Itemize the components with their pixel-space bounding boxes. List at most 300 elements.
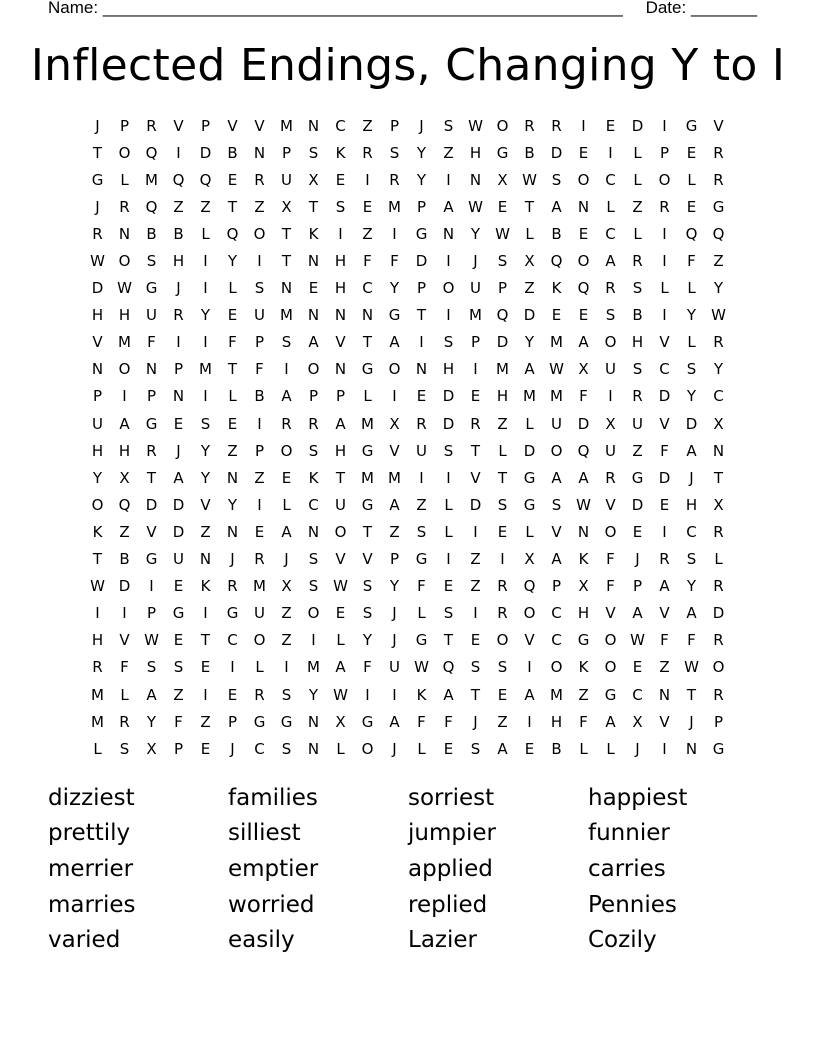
- grid-letter: W: [90, 577, 105, 596]
- grid-letter: U: [605, 360, 616, 379]
- grid-letter: U: [173, 550, 184, 569]
- grid-letter: E: [173, 414, 184, 433]
- grid-letter: V: [659, 333, 670, 352]
- grid-letter: T: [470, 685, 481, 704]
- grid-letter: O: [496, 631, 509, 650]
- grid-letter: Z: [362, 224, 373, 243]
- grid-letter: V: [173, 116, 184, 135]
- grid-letter: S: [470, 739, 481, 758]
- grid-letter: F: [228, 333, 237, 352]
- grid-letter: I: [500, 550, 505, 569]
- grid-letter: A: [389, 495, 400, 514]
- grid-letter: N: [307, 306, 320, 325]
- grid-letter: E: [173, 577, 184, 596]
- grid-letter: A: [686, 604, 697, 623]
- grid-letter: W: [495, 224, 510, 243]
- grid-letter: E: [362, 197, 373, 216]
- grid-letter: A: [173, 468, 184, 487]
- grid-letter: R: [146, 441, 157, 460]
- grid-letter: R: [173, 306, 184, 325]
- grid-letter: A: [605, 252, 616, 271]
- grid-letter: S: [119, 739, 130, 758]
- grid-letter: Y: [470, 224, 481, 243]
- grid-letter: F: [660, 441, 669, 460]
- grid-letter: T: [497, 468, 508, 487]
- grid-letter: T: [281, 252, 292, 271]
- grid-letter: I: [149, 577, 154, 596]
- grid-letter: I: [203, 387, 208, 406]
- grid-letter: W: [144, 631, 159, 650]
- grid-letter: G: [361, 360, 374, 379]
- grid-letter: G: [91, 170, 104, 189]
- grid-letter: N: [226, 468, 239, 487]
- grid-letter: D: [712, 604, 725, 623]
- page-title: Inflected Endings, Changing Y to I: [30, 40, 786, 91]
- grid-letter: V: [335, 550, 346, 569]
- grid-letter: F: [363, 658, 372, 677]
- grid-letter: C: [335, 116, 346, 135]
- grid-letter: V: [119, 631, 130, 650]
- grid-letter: F: [120, 658, 129, 677]
- grid-letter: S: [443, 116, 454, 135]
- grid-letter: T: [362, 522, 373, 541]
- grid-row: [84, 518, 732, 545]
- grid-letter: S: [497, 495, 508, 514]
- grid-letter: M: [145, 170, 158, 189]
- grid-letter: A: [281, 387, 292, 406]
- grid-letter: I: [446, 170, 451, 189]
- grid-letter: F: [390, 252, 399, 271]
- grid-row: [84, 193, 732, 220]
- grid-letter: Q: [685, 224, 698, 243]
- grid-letter: I: [203, 604, 208, 623]
- grid-letter: Z: [281, 604, 292, 623]
- grid-letter: V: [92, 333, 103, 352]
- grid-letter: N: [172, 387, 185, 406]
- grid-letter: K: [308, 224, 319, 243]
- grid-letter: E: [443, 577, 454, 596]
- grid-letter: C: [254, 739, 265, 758]
- grid-letter: J: [95, 116, 100, 135]
- grid-letter: Q: [523, 577, 536, 596]
- grid-letter: T: [227, 197, 238, 216]
- grid-letter: W: [468, 197, 483, 216]
- grid-letter: T: [227, 360, 238, 379]
- grid-letter: N: [118, 224, 131, 243]
- grid-letter: L: [120, 170, 129, 189]
- grid-letter: J: [392, 631, 397, 650]
- grid-letter: Q: [199, 170, 212, 189]
- grid-letter: A: [389, 333, 400, 352]
- grid-letter: Z: [713, 252, 724, 271]
- grid-letter: J: [689, 712, 694, 731]
- grid-letter: P: [281, 143, 292, 162]
- word-item: funnier: [588, 820, 670, 847]
- grid-letter: Y: [362, 631, 373, 650]
- grid-letter: B: [632, 306, 643, 325]
- grid-letter: A: [308, 333, 319, 352]
- grid-letter: Y: [686, 577, 697, 596]
- grid-letter: Z: [200, 197, 211, 216]
- word-row: [48, 780, 788, 816]
- grid-letter: U: [605, 441, 616, 460]
- grid-letter: A: [146, 685, 157, 704]
- grid-letter: Q: [172, 170, 185, 189]
- grid-letter: J: [176, 441, 181, 460]
- grid-letter: I: [527, 712, 532, 731]
- grid-letter: Y: [686, 306, 697, 325]
- grid-letter: P: [227, 712, 238, 731]
- grid-letter: E: [578, 224, 589, 243]
- grid-letter: J: [95, 197, 100, 216]
- grid-letter: H: [172, 252, 185, 271]
- word-item: Pennies: [588, 891, 677, 918]
- grid-letter: M: [253, 577, 266, 596]
- word-item: merrier: [48, 855, 134, 882]
- grid-letter: E: [335, 170, 346, 189]
- grid-letter: S: [443, 604, 454, 623]
- grid-letter: N: [577, 197, 590, 216]
- grid-letter: L: [228, 279, 237, 298]
- grid-letter: E: [227, 414, 238, 433]
- grid-letter: D: [469, 495, 482, 514]
- grid-letter: C: [551, 631, 562, 650]
- grid-letter: Y: [416, 170, 427, 189]
- grid-letter: A: [281, 522, 292, 541]
- grid-row: [84, 600, 732, 627]
- word-item: easily: [228, 927, 295, 954]
- grid-letter: X: [578, 360, 589, 379]
- word-row: [48, 816, 788, 852]
- grid-letter: C: [551, 604, 562, 623]
- grid-letter: F: [147, 333, 156, 352]
- word-row: [48, 887, 788, 923]
- grid-letter: N: [199, 550, 212, 569]
- grid-letter: I: [473, 522, 478, 541]
- grid-row: [84, 166, 732, 193]
- grid-letter: J: [176, 279, 181, 298]
- grid-letter: A: [605, 712, 616, 731]
- grid-letter: L: [336, 631, 345, 650]
- grid-letter: D: [91, 279, 104, 298]
- grid-letter: P: [713, 712, 724, 731]
- grid-letter: F: [606, 577, 615, 596]
- grid-letter: Y: [200, 306, 211, 325]
- grid-letter: J: [392, 604, 397, 623]
- grid-letter: H: [118, 441, 131, 460]
- grid-letter: H: [631, 333, 644, 352]
- grid-letter: V: [713, 116, 724, 135]
- grid-letter: X: [281, 577, 292, 596]
- grid-letter: S: [281, 333, 292, 352]
- grid-letter: L: [525, 224, 534, 243]
- grid-letter: A: [443, 197, 454, 216]
- word-search-grid: [84, 112, 732, 762]
- grid-letter: V: [659, 712, 670, 731]
- grid-letter: U: [254, 604, 265, 623]
- grid-letter: G: [415, 224, 428, 243]
- grid-letter: N: [307, 522, 320, 541]
- grid-letter: I: [122, 387, 127, 406]
- word-item: dizziest: [48, 784, 135, 811]
- grid-letter: S: [173, 658, 184, 677]
- grid-letter: H: [469, 143, 482, 162]
- grid-row: [84, 302, 732, 329]
- grid-letter: A: [578, 468, 589, 487]
- grid-letter: A: [551, 550, 562, 569]
- grid-letter: Q: [496, 306, 509, 325]
- grid-letter: F: [417, 577, 426, 596]
- grid-letter: N: [442, 224, 455, 243]
- grid-letter: I: [662, 252, 667, 271]
- grid-letter: J: [284, 550, 289, 569]
- grid-letter: E: [686, 143, 697, 162]
- word-item: silliest: [228, 820, 301, 847]
- grid-letter: Y: [146, 712, 157, 731]
- grid-letter: L: [606, 739, 615, 758]
- grid-letter: N: [469, 170, 482, 189]
- grid-letter: N: [334, 360, 347, 379]
- grid-letter: D: [442, 414, 455, 433]
- grid-row: [84, 464, 732, 491]
- grid-letter: X: [335, 712, 346, 731]
- grid-letter: S: [146, 252, 157, 271]
- grid-letter: M: [523, 387, 536, 406]
- grid-letter: G: [496, 143, 509, 162]
- grid-letter: Z: [632, 441, 643, 460]
- word-item: Cozily: [588, 927, 657, 954]
- grid-letter: R: [227, 577, 238, 596]
- grid-letter: Z: [578, 685, 589, 704]
- grid-letter: H: [442, 360, 455, 379]
- grid-letter: N: [145, 360, 158, 379]
- grid-letter: M: [550, 685, 563, 704]
- grid-letter: H: [91, 306, 104, 325]
- grid-letter: V: [227, 116, 238, 135]
- grid-letter: I: [446, 468, 451, 487]
- grid-letter: I: [203, 279, 208, 298]
- grid-letter: I: [662, 116, 667, 135]
- grid-letter: C: [659, 360, 670, 379]
- grid-letter: S: [281, 739, 292, 758]
- grid-letter: H: [334, 279, 347, 298]
- grid-letter: E: [227, 685, 238, 704]
- grid-letter: M: [361, 468, 374, 487]
- grid-letter: S: [605, 306, 616, 325]
- grid-letter: L: [660, 279, 669, 298]
- grid-letter: Y: [524, 333, 535, 352]
- grid-letter: Z: [497, 712, 508, 731]
- grid-letter: Z: [362, 116, 373, 135]
- grid-letter: R: [389, 170, 400, 189]
- grid-letter: T: [416, 306, 427, 325]
- grid-letter: G: [361, 712, 374, 731]
- grid-letter: M: [91, 685, 104, 704]
- grid-letter: N: [253, 143, 266, 162]
- grid-letter: O: [118, 360, 131, 379]
- grid-row: [84, 437, 732, 464]
- grid-letter: I: [419, 468, 424, 487]
- grid-letter: Z: [389, 522, 400, 541]
- grid-letter: Q: [577, 441, 590, 460]
- grid-letter: E: [308, 279, 319, 298]
- grid-letter: Z: [659, 658, 670, 677]
- grid-letter: K: [416, 685, 427, 704]
- grid-letter: N: [415, 360, 428, 379]
- grid-letter: P: [119, 116, 130, 135]
- grid-letter: E: [470, 387, 481, 406]
- grid-letter: J: [473, 252, 478, 271]
- grid-letter: S: [335, 197, 346, 216]
- grid-letter: L: [606, 197, 615, 216]
- grid-letter: D: [442, 387, 455, 406]
- grid-letter: U: [551, 414, 562, 433]
- grid-letter: M: [91, 712, 104, 731]
- word-item: prettily: [48, 820, 131, 847]
- grid-letter: H: [91, 631, 104, 650]
- grid-row: [84, 220, 732, 247]
- grid-letter: R: [470, 414, 481, 433]
- grid-letter: W: [576, 495, 591, 514]
- grid-row: [84, 383, 732, 410]
- grid-letter: I: [95, 604, 100, 623]
- grid-letter: Z: [524, 279, 535, 298]
- grid-letter: W: [117, 279, 132, 298]
- grid-letter: M: [307, 658, 320, 677]
- grid-letter: P: [146, 387, 157, 406]
- grid-letter: Y: [92, 468, 103, 487]
- grid-letter: A: [551, 468, 562, 487]
- grid-letter: J: [635, 550, 640, 569]
- grid-letter: Y: [686, 387, 697, 406]
- grid-letter: G: [172, 604, 185, 623]
- grid-letter: G: [253, 712, 266, 731]
- grid-letter: R: [497, 577, 508, 596]
- word-row: [48, 851, 788, 887]
- grid-letter: Z: [470, 550, 481, 569]
- grid-letter: R: [524, 116, 535, 135]
- grid-letter: K: [551, 279, 562, 298]
- grid-letter: O: [388, 360, 401, 379]
- grid-letter: O: [334, 522, 347, 541]
- name-date-line: [48, 0, 757, 18]
- grid-letter: G: [523, 468, 536, 487]
- grid-letter: S: [416, 522, 427, 541]
- grid-letter: I: [392, 685, 397, 704]
- grid-letter: O: [253, 631, 266, 650]
- grid-letter: N: [658, 685, 671, 704]
- grid-letter: W: [414, 658, 429, 677]
- grid-letter: J: [230, 739, 235, 758]
- grid-letter: J: [473, 712, 478, 731]
- grid-letter: L: [687, 279, 696, 298]
- grid-letter: C: [308, 495, 319, 514]
- grid-letter: D: [199, 143, 212, 162]
- grid-letter: S: [362, 577, 373, 596]
- grid-letter: H: [496, 387, 509, 406]
- grid-letter: M: [550, 333, 563, 352]
- grid-letter: E: [335, 604, 346, 623]
- grid-letter: M: [199, 360, 212, 379]
- grid-letter: N: [280, 279, 293, 298]
- grid-letter: X: [497, 170, 508, 189]
- grid-letter: T: [92, 143, 103, 162]
- grid-letter: R: [254, 550, 265, 569]
- grid-row: [84, 410, 732, 437]
- grid-letter: O: [658, 170, 671, 189]
- grid-letter: E: [632, 522, 643, 541]
- grid-letter: R: [659, 197, 670, 216]
- grid-letter: A: [551, 197, 562, 216]
- grid-letter: P: [92, 387, 103, 406]
- grid-letter: B: [551, 224, 562, 243]
- grid-letter: I: [365, 170, 370, 189]
- grid-letter: H: [577, 604, 590, 623]
- grid-letter: Q: [145, 143, 158, 162]
- grid-letter: Y: [308, 685, 319, 704]
- grid-letter: F: [255, 360, 264, 379]
- grid-letter: R: [92, 224, 103, 243]
- grid-letter: A: [632, 604, 643, 623]
- grid-letter: E: [686, 197, 697, 216]
- grid-letter: I: [473, 360, 478, 379]
- grid-letter: R: [362, 143, 373, 162]
- grid-letter: U: [92, 414, 103, 433]
- grid-letter: C: [632, 685, 643, 704]
- grid-letter: E: [227, 170, 238, 189]
- grid-letter: D: [631, 495, 644, 514]
- grid-letter: E: [551, 306, 562, 325]
- grid-letter: Q: [145, 197, 158, 216]
- grid-letter: N: [712, 441, 725, 460]
- grid-letter: I: [176, 333, 181, 352]
- grid-letter: R: [713, 170, 724, 189]
- grid-letter: O: [523, 604, 536, 623]
- grid-letter: E: [227, 306, 238, 325]
- grid-letter: S: [389, 143, 400, 162]
- grid-letter: T: [686, 685, 697, 704]
- grid-letter: L: [525, 414, 534, 433]
- grid-letter: A: [335, 414, 346, 433]
- grid-letter: A: [686, 441, 697, 460]
- grid-letter: M: [496, 360, 509, 379]
- grid-letter: K: [200, 577, 211, 596]
- grid-letter: G: [685, 116, 698, 135]
- grid-letter: Z: [416, 495, 427, 514]
- grid-letter: G: [388, 306, 401, 325]
- grid-letter: I: [257, 252, 262, 271]
- grid-letter: T: [281, 224, 292, 243]
- grid-letter: M: [469, 306, 482, 325]
- grid-letter: B: [524, 143, 535, 162]
- word-item: replied: [408, 891, 488, 918]
- grid-letter: N: [307, 712, 320, 731]
- grid-letter: I: [608, 143, 613, 162]
- grid-letter: Z: [200, 712, 211, 731]
- grid-letter: V: [605, 604, 616, 623]
- grid-letter: W: [549, 360, 564, 379]
- grid-letter: I: [203, 685, 208, 704]
- grid-letter: E: [281, 468, 292, 487]
- grid-letter: O: [361, 739, 374, 758]
- grid-letter: N: [361, 306, 374, 325]
- grid-letter: O: [604, 631, 617, 650]
- grid-letter: N: [307, 252, 320, 271]
- grid-letter: P: [416, 279, 427, 298]
- grid-letter: X: [146, 739, 157, 758]
- grid-letter: D: [415, 252, 428, 271]
- grid-letter: O: [550, 441, 563, 460]
